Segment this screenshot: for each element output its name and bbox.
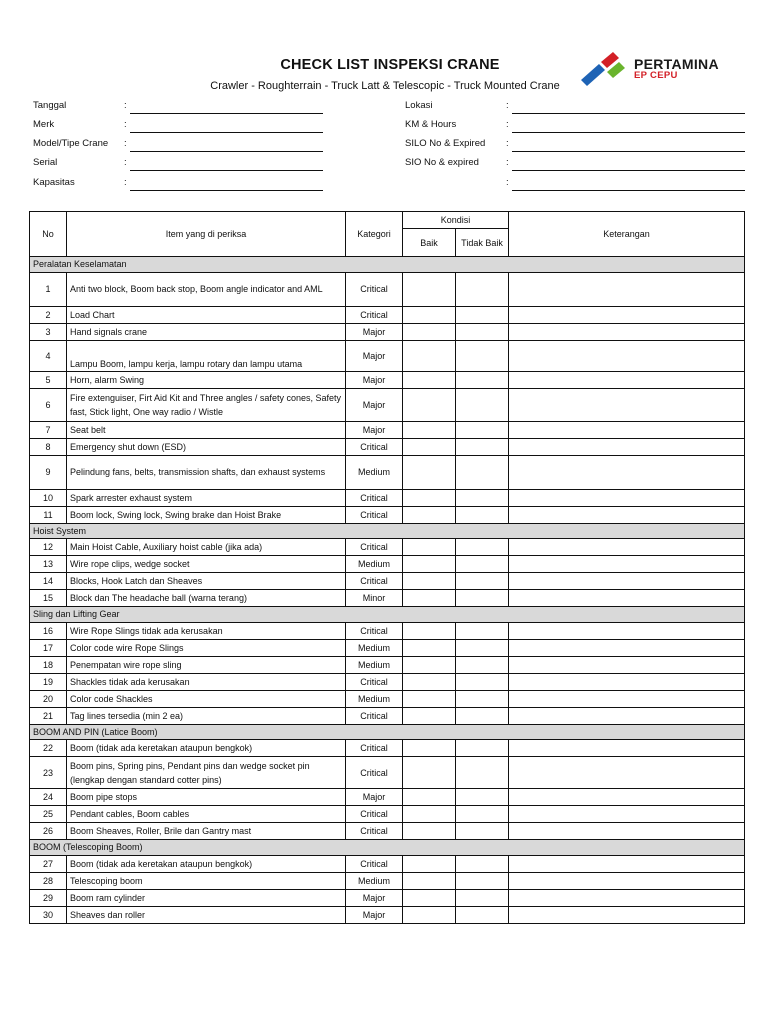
row-kategori: Critical	[346, 855, 403, 872]
keterangan-cell[interactable]	[509, 438, 745, 455]
baik-checkbox-cell[interactable]	[403, 855, 456, 872]
row-number: 4	[30, 340, 67, 371]
tidak-baik-checkbox-cell[interactable]	[456, 506, 509, 523]
tidak-baik-checkbox-cell[interactable]	[456, 590, 509, 607]
row-kategori: Critical	[346, 272, 403, 306]
tidak-baik-checkbox-cell[interactable]	[456, 690, 509, 707]
row-item: Wire rope clips, wedge socket	[67, 556, 346, 573]
section-title: Sling dan Lifting Gear	[30, 607, 745, 623]
tidak-baik-checkbox-cell[interactable]	[456, 371, 509, 388]
row-item: Color code Shackles	[67, 690, 346, 707]
field-input-line[interactable]	[130, 170, 323, 171]
keterangan-cell[interactable]	[509, 590, 745, 607]
table-row	[30, 506, 745, 523]
field-label: Lokasi	[405, 100, 433, 111]
baik-checkbox-cell[interactable]	[403, 388, 456, 421]
table-row	[30, 388, 745, 421]
tidak-baik-checkbox-cell[interactable]	[456, 340, 509, 371]
keterangan-cell[interactable]	[509, 673, 745, 690]
baik-checkbox-cell[interactable]	[403, 872, 456, 889]
row-kategori: Critical	[346, 306, 403, 323]
section-row	[30, 724, 745, 740]
keterangan-cell[interactable]	[509, 707, 745, 724]
row-kategori: Major	[346, 340, 403, 371]
row-item: Seat belt	[67, 421, 346, 438]
baik-checkbox-cell[interactable]	[403, 622, 456, 639]
row-number: 22	[30, 740, 67, 757]
field-label: SIO No & expired	[405, 157, 479, 168]
row-number: 2	[30, 306, 67, 323]
field-input-line[interactable]	[130, 190, 323, 191]
tidak-baik-checkbox-cell[interactable]	[456, 438, 509, 455]
keterangan-cell[interactable]	[509, 506, 745, 523]
row-kategori: Major	[346, 789, 403, 806]
table-row	[30, 906, 745, 923]
keterangan-cell[interactable]	[509, 323, 745, 340]
row-item: Penempatan wire rope sling	[67, 656, 346, 673]
row-item: Boom pins, Spring pins, Pendant pins dan wedge socket pin (lengkap dengan standard cotter pins)	[67, 757, 346, 789]
table-row	[30, 740, 745, 757]
baik-checkbox-cell[interactable]	[403, 656, 456, 673]
tidak-baik-checkbox-cell[interactable]	[456, 872, 509, 889]
row-kategori: Medium	[346, 690, 403, 707]
field-input-line[interactable]	[130, 151, 323, 152]
checklist-body	[30, 257, 745, 924]
tidak-baik-checkbox-cell[interactable]	[456, 556, 509, 573]
keterangan-cell[interactable]	[509, 455, 745, 489]
row-item: Lampu Boom, lampu kerja, lampu rotary dan lampu utama	[67, 340, 346, 371]
baik-checkbox-cell[interactable]	[403, 707, 456, 724]
header-no: No	[30, 212, 67, 257]
row-number: 30	[30, 906, 67, 923]
row-item: Sheaves dan roller	[67, 906, 346, 923]
row-kategori: Minor	[346, 590, 403, 607]
baik-checkbox-cell[interactable]	[403, 906, 456, 923]
table-row	[30, 306, 745, 323]
tidak-baik-checkbox-cell[interactable]	[456, 757, 509, 789]
row-item: Boom ram cylinder	[67, 889, 346, 906]
field-label: Merk	[33, 119, 55, 130]
row-item: Main Hoist Cable, Auxiliary hoist cable (jika ada)	[67, 539, 346, 556]
baik-checkbox-cell[interactable]	[403, 806, 456, 823]
row-number: 23	[30, 757, 67, 789]
table-row	[30, 421, 745, 438]
row-item: Emergency shut down (ESD)	[67, 438, 346, 455]
row-kategori: Critical	[346, 539, 403, 556]
row-kategori: Medium	[346, 656, 403, 673]
section-title: BOOM (Telescoping Boom)	[30, 840, 745, 856]
table-row	[30, 806, 745, 823]
keterangan-cell[interactable]	[509, 489, 745, 506]
row-kategori: Major	[346, 323, 403, 340]
baik-checkbox-cell[interactable]	[403, 673, 456, 690]
row-item: Tag lines tersedia (min 2 ea)	[67, 707, 346, 724]
table-row	[30, 455, 745, 489]
header-kondisi: Kondisi	[403, 212, 509, 229]
section-row	[30, 523, 745, 539]
row-number: 14	[30, 573, 67, 590]
row-kategori: Critical	[346, 806, 403, 823]
row-item: Pendant cables, Boom cables	[67, 806, 346, 823]
section-title: BOOM AND PIN (Latice Boom)	[30, 724, 745, 740]
baik-checkbox-cell[interactable]	[403, 639, 456, 656]
baik-checkbox-cell[interactable]	[403, 823, 456, 840]
baik-checkbox-cell[interactable]	[403, 740, 456, 757]
row-number: 24	[30, 789, 67, 806]
table-row	[30, 656, 745, 673]
tidak-baik-checkbox-cell[interactable]	[456, 906, 509, 923]
tidak-baik-checkbox-cell[interactable]	[456, 573, 509, 590]
keterangan-cell[interactable]	[509, 573, 745, 590]
row-number: 11	[30, 506, 67, 523]
field-colon: :	[124, 177, 127, 188]
row-number: 17	[30, 639, 67, 656]
row-kategori: Critical	[346, 673, 403, 690]
keterangan-cell[interactable]	[509, 556, 745, 573]
page-subtitle: Crawler - Roughterrain - Truck Latt & Telescopic - Truck Mounted Crane	[210, 80, 560, 92]
tidak-baik-checkbox-cell[interactable]	[456, 806, 509, 823]
field-colon: :	[506, 138, 509, 149]
row-kategori: Medium	[346, 556, 403, 573]
baik-checkbox-cell[interactable]	[403, 340, 456, 371]
field-colon: :	[124, 119, 127, 130]
row-number: 10	[30, 489, 67, 506]
field-colon: :	[124, 100, 127, 111]
keterangan-cell[interactable]	[509, 789, 745, 806]
row-kategori: Medium	[346, 455, 403, 489]
table-row	[30, 823, 745, 840]
table-row	[30, 872, 745, 889]
keterangan-cell[interactable]	[509, 340, 745, 371]
tidak-baik-checkbox-cell[interactable]	[456, 539, 509, 556]
row-item: Block dan The headache ball (warna terang)	[67, 590, 346, 607]
row-kategori: Major	[346, 906, 403, 923]
row-number: 13	[30, 556, 67, 573]
field-colon: :	[506, 157, 509, 168]
row-kategori: Major	[346, 889, 403, 906]
baik-checkbox-cell[interactable]	[403, 506, 456, 523]
row-number: 28	[30, 872, 67, 889]
row-kategori: Critical	[346, 506, 403, 523]
logo-wordmark: PERTAMINA	[634, 56, 719, 72]
row-number: 3	[30, 323, 67, 340]
tidak-baik-checkbox-cell[interactable]	[456, 823, 509, 840]
tidak-baik-checkbox-cell[interactable]	[456, 707, 509, 724]
field-colon: :	[124, 138, 127, 149]
baik-checkbox-cell[interactable]	[403, 272, 456, 306]
row-item: Horn, alarm Swing	[67, 371, 346, 388]
row-kategori: Critical	[346, 489, 403, 506]
row-item: Boom (tidak ada keretakan ataupun bengkok)	[67, 855, 346, 872]
baik-checkbox-cell[interactable]	[403, 889, 456, 906]
tidak-baik-checkbox-cell[interactable]	[456, 656, 509, 673]
header-item: Item yang di periksa	[67, 212, 346, 257]
header-keterangan: Keterangan	[509, 212, 745, 257]
row-kategori: Critical	[346, 740, 403, 757]
baik-checkbox-cell[interactable]	[403, 573, 456, 590]
row-number: 1	[30, 272, 67, 306]
page-title: CHECK LIST INSPEKSI CRANE	[280, 57, 500, 73]
field-input-line[interactable]	[512, 170, 745, 171]
row-kategori: Medium	[346, 639, 403, 656]
table-row	[30, 573, 745, 590]
row-item: Boom lock, Swing lock, Swing brake dan Hoist Brake	[67, 506, 346, 523]
tidak-baik-checkbox-cell[interactable]	[456, 855, 509, 872]
row-kategori: Critical	[346, 438, 403, 455]
field-input-line[interactable]	[130, 132, 323, 133]
field-label: Tanggal	[33, 100, 67, 111]
tidak-baik-checkbox-cell[interactable]	[456, 622, 509, 639]
row-kategori: Critical	[346, 573, 403, 590]
row-kategori: Major	[346, 421, 403, 438]
row-number: 7	[30, 421, 67, 438]
tidak-baik-checkbox-cell[interactable]	[456, 889, 509, 906]
keterangan-cell[interactable]	[509, 306, 745, 323]
keterangan-cell[interactable]	[509, 872, 745, 889]
table-row	[30, 889, 745, 906]
keterangan-cell[interactable]	[509, 272, 745, 306]
header-baik: Baik	[403, 229, 456, 257]
row-item: Hand signals crane	[67, 323, 346, 340]
table-row	[30, 489, 745, 506]
table-row	[30, 539, 745, 556]
keterangan-cell[interactable]	[509, 757, 745, 789]
row-number: 21	[30, 707, 67, 724]
table-row	[30, 371, 745, 388]
keterangan-cell[interactable]	[509, 539, 745, 556]
table-row	[30, 590, 745, 607]
tidak-baik-checkbox-cell[interactable]	[456, 489, 509, 506]
table-row	[30, 438, 745, 455]
row-number: 20	[30, 690, 67, 707]
baik-checkbox-cell[interactable]	[403, 690, 456, 707]
row-number: 6	[30, 388, 67, 421]
row-kategori: Critical	[346, 622, 403, 639]
row-item: Boom (tidak ada keretakan ataupun bengkok)	[67, 740, 346, 757]
row-item: Boom Sheaves, Roller, Brile dan Gantry mast	[67, 823, 346, 840]
tidak-baik-checkbox-cell[interactable]	[456, 272, 509, 306]
row-number: 8	[30, 438, 67, 455]
row-number: 12	[30, 539, 67, 556]
tidak-baik-checkbox-cell[interactable]	[456, 789, 509, 806]
logo-subtext: EP CEPU	[634, 70, 678, 81]
table-row	[30, 639, 745, 656]
row-number: 16	[30, 622, 67, 639]
field-label: SILO No & Expired	[405, 138, 486, 149]
section-row	[30, 607, 745, 623]
row-item: Spark arrester exhaust system	[67, 489, 346, 506]
row-number: 9	[30, 455, 67, 489]
baik-checkbox-cell[interactable]	[403, 757, 456, 789]
tidak-baik-checkbox-cell[interactable]	[456, 455, 509, 489]
row-kategori: Critical	[346, 823, 403, 840]
baik-checkbox-cell[interactable]	[403, 306, 456, 323]
baik-checkbox-cell[interactable]	[403, 323, 456, 340]
keterangan-cell[interactable]	[509, 740, 745, 757]
row-kategori: Critical	[346, 757, 403, 789]
baik-checkbox-cell[interactable]	[403, 590, 456, 607]
keterangan-cell[interactable]	[509, 906, 745, 923]
table-row	[30, 323, 745, 340]
field-input-line[interactable]	[512, 132, 745, 133]
row-number: 27	[30, 855, 67, 872]
section-title: Peralatan Keselamatan	[30, 257, 745, 273]
row-kategori: Major	[346, 388, 403, 421]
row-item: Wire Rope Slings tidak ada kerusakan	[67, 622, 346, 639]
section-row	[30, 257, 745, 273]
row-number: 5	[30, 371, 67, 388]
row-item: Pelindung fans, belts, transmission shafts, dan exhaust systems	[67, 455, 346, 489]
row-item: Shackles tidak ada kerusakan	[67, 673, 346, 690]
section-title: Hoist System	[30, 523, 745, 539]
row-number: 19	[30, 673, 67, 690]
tidak-baik-checkbox-cell[interactable]	[456, 673, 509, 690]
field-label: Kapasitas	[33, 177, 75, 188]
baik-checkbox-cell[interactable]	[403, 371, 456, 388]
keterangan-cell[interactable]	[509, 622, 745, 639]
header-kategori: Kategori	[346, 212, 403, 257]
baik-checkbox-cell[interactable]	[403, 421, 456, 438]
field-label: Serial	[33, 157, 58, 168]
row-item: Anti two block, Boom back stop, Boom angle indicator and AML	[67, 272, 346, 306]
baik-checkbox-cell[interactable]	[403, 438, 456, 455]
row-number: 15	[30, 590, 67, 607]
section-row	[30, 840, 745, 856]
tidak-baik-checkbox-cell[interactable]	[456, 639, 509, 656]
tidak-baik-checkbox-cell[interactable]	[456, 740, 509, 757]
table-row	[30, 622, 745, 639]
baik-checkbox-cell[interactable]	[403, 455, 456, 489]
row-number: 26	[30, 823, 67, 840]
keterangan-cell[interactable]	[509, 823, 745, 840]
row-item: Boom pipe stops	[67, 789, 346, 806]
baik-checkbox-cell[interactable]	[403, 789, 456, 806]
baik-checkbox-cell[interactable]	[403, 489, 456, 506]
field-input-line[interactable]	[512, 151, 745, 152]
keterangan-cell[interactable]	[509, 371, 745, 388]
row-item: Blocks, Hook Latch dan Sheaves	[67, 573, 346, 590]
keterangan-cell[interactable]	[509, 806, 745, 823]
keterangan-cell[interactable]	[509, 855, 745, 872]
keterangan-cell[interactable]	[509, 388, 745, 421]
row-kategori: Medium	[346, 872, 403, 889]
field-colon: :	[506, 177, 509, 188]
table-row	[30, 789, 745, 806]
baik-checkbox-cell[interactable]	[403, 556, 456, 573]
table-row	[30, 690, 745, 707]
table-row	[30, 272, 745, 306]
keterangan-cell[interactable]	[509, 889, 745, 906]
table-row	[30, 707, 745, 724]
table-row	[30, 757, 745, 789]
field-input-line[interactable]	[130, 113, 323, 114]
row-item: Telescoping boom	[67, 872, 346, 889]
table-row	[30, 340, 745, 371]
tidak-baik-checkbox-cell[interactable]	[456, 323, 509, 340]
baik-checkbox-cell[interactable]	[403, 539, 456, 556]
tidak-baik-checkbox-cell[interactable]	[456, 388, 509, 421]
row-number: 25	[30, 806, 67, 823]
checklist-table	[29, 211, 745, 924]
header-tidak-baik: Tidak Baik	[456, 229, 509, 257]
field-input-line[interactable]	[512, 190, 745, 191]
field-colon: :	[124, 157, 127, 168]
field-colon: :	[506, 119, 509, 130]
keterangan-cell[interactable]	[509, 639, 745, 656]
row-number: 29	[30, 889, 67, 906]
field-label: Model/Tipe Crane	[33, 138, 109, 149]
row-item: Fire extenguiser, Firt Aid Kit and Three angles / safety cones, Safety fast, Stick light, One way radio / Wistle	[67, 388, 346, 421]
row-item: Load Chart	[67, 306, 346, 323]
keterangan-cell[interactable]	[509, 421, 745, 438]
table-row	[30, 673, 745, 690]
field-input-line[interactable]	[512, 113, 745, 114]
row-kategori: Major	[346, 371, 403, 388]
keterangan-cell[interactable]	[509, 690, 745, 707]
row-number: 18	[30, 656, 67, 673]
tidak-baik-checkbox-cell[interactable]	[456, 306, 509, 323]
field-colon: :	[506, 100, 509, 111]
table-row	[30, 855, 745, 872]
tidak-baik-checkbox-cell[interactable]	[456, 421, 509, 438]
keterangan-cell[interactable]	[509, 656, 745, 673]
row-item: Color code wire Rope Slings	[67, 639, 346, 656]
table-row	[30, 556, 745, 573]
row-kategori: Critical	[346, 707, 403, 724]
field-label: KM & Hours	[405, 119, 457, 130]
